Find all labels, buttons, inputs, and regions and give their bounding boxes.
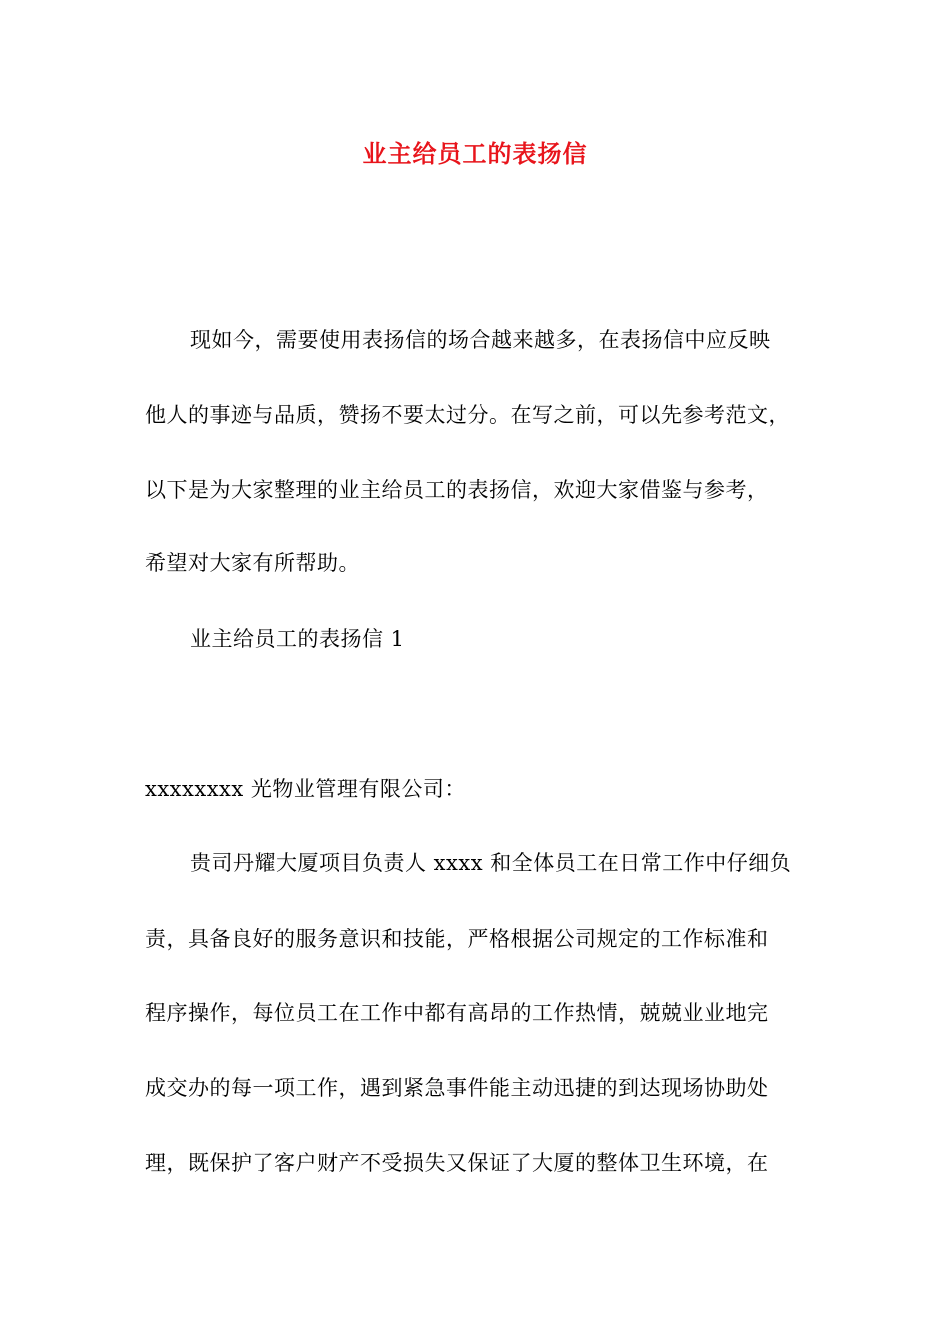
body-line-5: 理，既保护了客户财产不受损失又保证了大厦的整体卫生环境，在 xyxy=(145,1151,769,1175)
intro-line-3: 以下是为大家整理的业主给员工的表扬信，欢迎大家借鉴与参考， xyxy=(145,478,769,502)
intro-line-1: 现如今，需要使用表扬信的场合越来越多，在表扬信中应反映 xyxy=(190,328,771,352)
document-title: 业主给员工的表扬信 xyxy=(362,140,588,168)
body-line-2: 责，具备良好的服务意识和技能，严格根据公司规定的工作标准和 xyxy=(145,927,769,951)
body-line-1: 贵司丹耀大厦项目负责人 xxxx 和全体员工在日常工作中仔细负 xyxy=(190,851,792,875)
salutation: xxxxxxxx 光物业管理有限公司： xyxy=(145,777,466,801)
body-line-3: 程序操作，每位员工在工作中都有高昂的工作热情，兢兢业业地完 xyxy=(145,1001,769,1025)
intro-line-2: 他人的事迹与品质，赞扬不要太过分。在写之前，可以先参考范文， xyxy=(145,403,790,427)
body-line-4: 成交办的每一项工作，遇到紧急事件能主动迅捷的到达现场协助处 xyxy=(145,1076,769,1100)
intro-line-4: 希望对大家有所帮助。 xyxy=(145,551,360,575)
section-heading: 业主给员工的表扬信 1 xyxy=(190,627,405,651)
